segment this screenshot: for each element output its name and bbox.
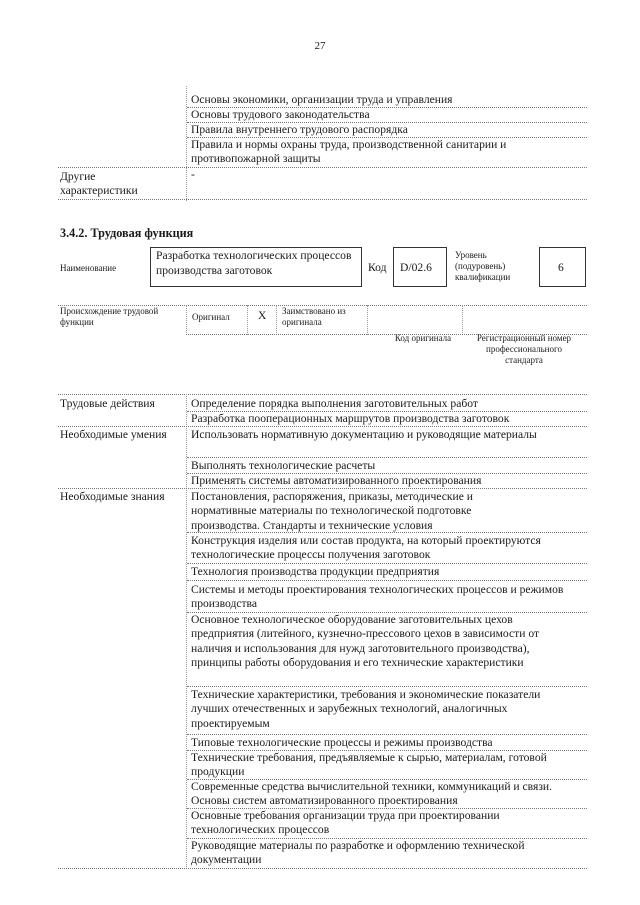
knowledge-item: Руководящие материалы по разработке и оформлению технической документации: [191, 839, 525, 867]
actions-label: Трудовые действия: [60, 397, 155, 410]
top-list-item: Правила внутреннего трудового распорядка: [191, 123, 408, 136]
action-item: Определение порядка выполнения заготовительных работ: [191, 397, 478, 410]
code-original: Код оригинала: [394, 333, 452, 343]
original-mark: X: [258, 309, 267, 322]
code-label: Код: [368, 261, 387, 274]
other-characteristics-label: Другие характеристики: [60, 170, 138, 198]
borrowed-label: Заимствовано из оригинала: [282, 306, 346, 327]
knowledge-item: Конструкция изделия или состав продукта, на который проектируются технологические процессы получения заготовок: [191, 534, 541, 562]
knowledge-label: Необходимые знания: [60, 490, 165, 503]
knowledge-item: Основное технологическое оборудование заготовительных цехов предприятия (литейного, кузнечно-прессового цехов в зависимости от наличия и использования для нужд заготовительного производства), принципы работы оборудования и его технические характеристики: [191, 613, 540, 669]
origin-label: Происхождение трудовой функции: [60, 306, 159, 327]
page-number: 27: [314, 40, 326, 52]
knowledge-item: Системы и методы проектирования технологических процессов и режимов производства: [191, 583, 564, 611]
code-value: D/02.6: [400, 261, 432, 274]
other-characteristics-value: -: [191, 168, 195, 181]
name-label: Наименование: [60, 263, 117, 273]
knowledge-item: Типовые технологические процессы и режимы производства: [191, 736, 493, 749]
knowledge-item: Основные требования организации труда при проектировании технологических процессов: [191, 809, 500, 837]
level-label: Уровень (подуровень) квалификации: [455, 250, 511, 282]
top-list-item: Правила и нормы охраны труда, производственной санитарии и противопожарной защиты: [191, 138, 507, 166]
knowledge-item: Технические характеристики, требования и экономические показатели лучших отечественных и зарубежных технологий, аналогичных проектируемым: [191, 688, 541, 730]
original-label: Оригинал: [192, 312, 230, 322]
skill-item: Использовать нормативную документацию и руководящие материалы: [191, 428, 537, 441]
action-item: Разработка пооперационных маршрутов производства заготовок: [191, 412, 510, 425]
level-value: 6: [558, 261, 564, 274]
knowledge-item: Современные средства вычислительной техники, коммуникаций и связи. Основы систем автоматизированного проектирования: [191, 780, 553, 808]
knowledge-item: Технология производства продукции предприятия: [191, 565, 440, 578]
top-list-item: Основы трудового законодательства: [191, 108, 370, 121]
top-list-item: Основы экономики, организации труда и управления: [191, 93, 453, 106]
function-name: Разработка технологических процессов производства заготовок: [156, 249, 352, 277]
skills-label: Необходимые умения: [60, 428, 167, 441]
skill-item: Выполнять технологические расчеты: [191, 459, 376, 472]
skill-item: Применять системы автоматизированного проектирования: [191, 474, 482, 487]
knowledge-item: Технические требования, предъявляемые к сырью, материалам, готовой продукции: [191, 751, 547, 779]
knowledge-item: Постановления, распоряжения, приказы, методические и нормативные материалы по технологической подготовке производства. Стандарты и технические условия: [191, 490, 473, 532]
reg-number: Регистрационный номер профессионального стандарта: [476, 333, 572, 365]
section-title: 3.4.2. Трудовая функция: [60, 226, 194, 240]
